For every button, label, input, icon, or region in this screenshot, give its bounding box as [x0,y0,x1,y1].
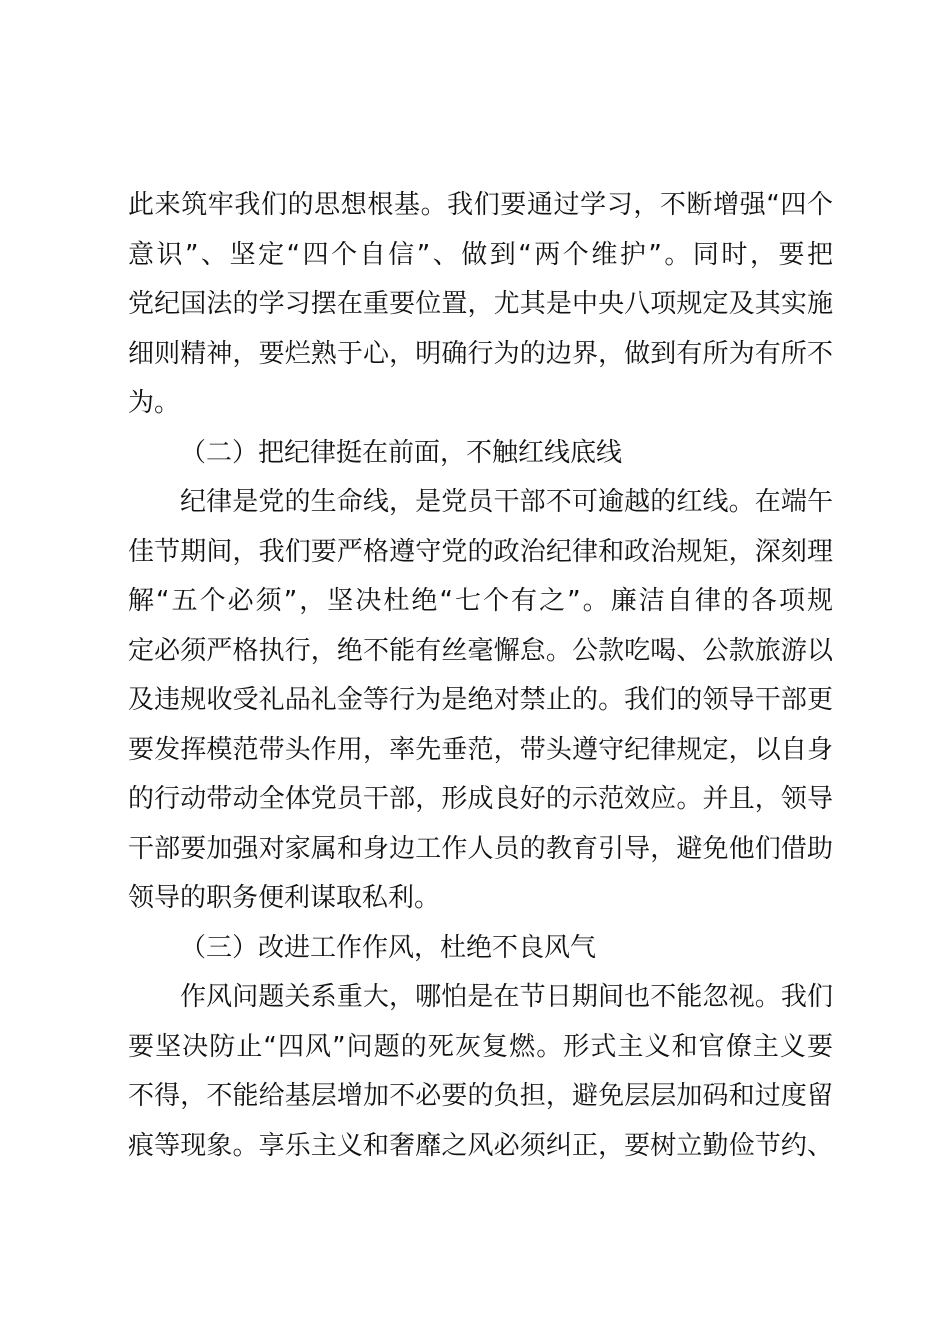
text-line: 定必须严格执行，绝不能有丝毫懈怠。公款吃喝、公款旅游以 [128,635,833,666]
body-text [128,181,833,1171]
text-line: 要坚决防止“四风”问题的死灰复燃。形式主义和官僚主义要 [128,1031,833,1062]
text-line: 意识”、坚定“四个自信”、做到“两个维护”。同时，要把 [128,239,833,270]
text-line: 痕等现象。享乐主义和奢靡之风必须纠正，要树立勤俭节约、 [128,1130,833,1161]
text-line: 佳节期间，我们要严格遵守党的政治纪律和政治规矩，深刻理 [128,536,833,567]
text-line: 要发挥模范带头作用，率先垂范，带头遵守纪律规定，以自身 [128,734,833,765]
text-line: 干部要加强对家属和身边工作人员的教育引导，避免他们借助 [128,833,833,864]
text-line: 及违规收受礼品礼金等行为是绝对禁止的。我们的领导干部更 [128,685,833,715]
text-line: 不得，不能给基层增加不必要的负担，避免层层加码和过度留 [128,1081,833,1111]
text-line: 党纪国法的学习摆在重要位置，尤其是中央八项规定及其实施 [128,289,833,319]
section-heading: （三）改进工作作风，杜绝不良风气 [180,932,597,963]
text-line: 作风问题关系重大，哪怕是在节日期间也不能忽视。我们 [180,982,833,1012]
text-line: 细则精神，要烂熟于心，明确行为的边界，做到有所为有所不 [128,338,833,369]
text-line: 解“五个必须”，坚决杜绝“七个有之”。廉洁自律的各项规 [128,586,833,616]
section-heading: （二）把纪律挺在前面，不触红线底线 [180,437,623,468]
text-line: 领导的职务便利谋取私利。 [128,883,441,913]
text-line: 纪律是党的生命线，是党员干部不可逾越的红线。在端午 [180,487,833,517]
text-line: 的行动带动全体党员干部，形成良好的示范效应。并且，领导 [128,784,833,814]
text-line: 此来筑牢我们的思想根基。我们要通过学习，不断增强“四个 [128,190,833,220]
text-line: 为。 [128,388,181,418]
